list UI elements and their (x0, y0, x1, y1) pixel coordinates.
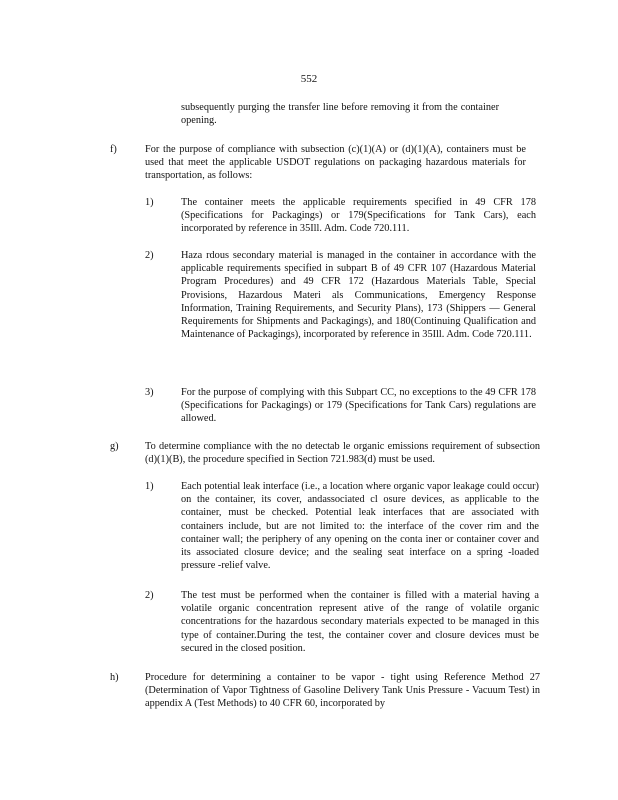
subitem-text-f2: Haza rdous secondary material is managed in the container in accordance with the applicable requirements specified in subpart B of 49 CFR 107 (Hazardous Material Program Procedures) and 49 CFR 172 (Hazardous Materials Table, Special Provisions, Hazardous Materi als Communications, Emergency Response Information, Training Requirements, and Security Plans), 173 (Shippers — General Requirements for Shipments and Packagings), and 180(Continuing Qualification and Maintenance of Packagings), incorporated by reference in 35Ill. Adm. Code 720.111. (181, 250, 536, 341)
subitem-label-g2: 2) (145, 590, 154, 601)
item-text-h: Procedure for determining a container to be vapor - tight using Reference Method 27 (Determination of Vapor Tightness of Gasoline Delivery Tank Unis Pressure - Vacuum Test) in appendix A (Test Methods) to 40 CFR 60, incorporated by (145, 672, 540, 710)
subitem-text-g2: The test must be performed when the container is filled with a material having a volatile organic concentration represent ative of the range of volatile organic concentrations for the hazardous secondary materials expected to be managed in this type of container.During the test, the container cover and closure devices must be secured in the closed position. (181, 590, 539, 654)
item-label-h: h) (110, 672, 119, 683)
subitem-text-f1: The container meets the applicable requirements specified in 49 CFR 178 (Specifications for Packagings) or 179(Specifications for Tank Cars), each incorporated by reference in 35Ill. Adm. Code 720.111. (181, 197, 536, 235)
subitem-label-f1: 1) (145, 197, 154, 208)
item-text-g: To determine compliance with the no detectab le organic emissions requirement of subsection (d)(1)(B), the procedure specified in Section 721.983(d) must be used. (145, 441, 540, 466)
subitem-text-g1: Each potential leak interface (i.e., a location where organic vapor leakage could occur) on the container, its cover, andassociated cl osure devices, as applicable to the container, must be checked. Potential leak interfaces that are associated with containers include, but are not limited to: the interface of the cover rim and the container wall; the periphery of any opening on the conta iner or container cover and its associated closure device; and the sealing seat interface on a spring -loaded pressure -relief valve. (181, 481, 539, 572)
item-text-f: For the purpose of compliance with subsection (c)(1)(A) or (d)(1)(A), containers must be used that meet the applicable USDOT regulations on packaging hazardous materials for transportation, as follows: (145, 144, 526, 182)
continuation-paragraph: subsequently purging the transfer line before removing it from the container opening. (181, 102, 499, 127)
subitem-label-f2: 2) (145, 250, 154, 261)
item-label-f: f) (110, 144, 117, 155)
item-label-g: g) (110, 441, 119, 452)
subitem-label-g1: 1) (145, 481, 154, 492)
subitem-text-f3: For the purpose of complying with this Subpart CC, no exceptions to the 49 CFR 178 (Specifications for Packagings) or 179 (Specifications for Tank Cars) regulations are allowed. (181, 387, 536, 425)
subitem-label-f3: 3) (145, 387, 154, 398)
page-number: 552 (300, 73, 318, 85)
